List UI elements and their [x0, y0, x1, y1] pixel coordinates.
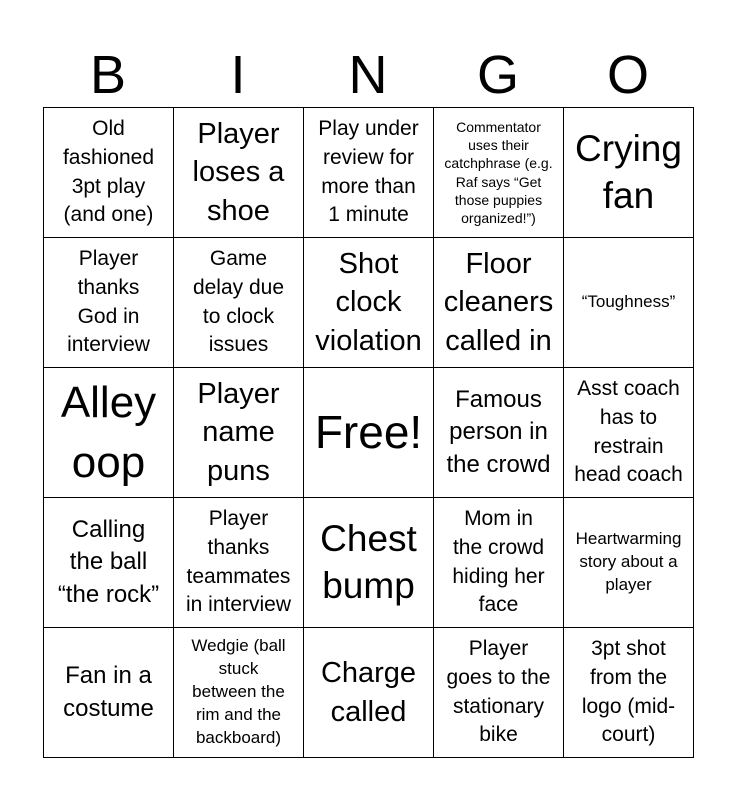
- bingo-cell-r3c1[interactable]: [44, 368, 174, 498]
- cell-text: Famous person in the crowd: [446, 385, 551, 478]
- bingo-cell-r4c3[interactable]: [304, 498, 434, 628]
- cell-text: Charge called: [320, 656, 417, 728]
- cell-text: Old fashioned 3pt play (and one): [62, 116, 155, 227]
- header-letter-b: B: [89, 45, 127, 105]
- bingo-cell-r5c2[interactable]: [174, 628, 304, 758]
- bingo-cell-r2c3[interactable]: [304, 238, 434, 368]
- cell-text: Player goes to the stationary bike: [446, 636, 551, 747]
- bingo-cell-r4c4[interactable]: [434, 498, 564, 628]
- bingo-header: [43, 44, 693, 106]
- cell-text: Mom in the crowd hiding her face: [452, 506, 545, 617]
- header-letter-o: O: [606, 45, 649, 105]
- bingo-cell-r3c4[interactable]: [434, 368, 564, 498]
- cell-text: Play under review for more than 1 minute: [318, 116, 419, 227]
- bingo-cell-r2c4[interactable]: [434, 238, 564, 368]
- cell-text: Game delay due to clock issues: [192, 246, 285, 357]
- bingo-cell-r2c1[interactable]: [44, 238, 174, 368]
- cell-text: Chest bump: [320, 518, 417, 606]
- bingo-cell-r2c5[interactable]: [564, 238, 694, 368]
- header-letter-g: G: [476, 45, 519, 105]
- bingo-cell-r4c1[interactable]: [44, 498, 174, 628]
- bingo-cell-r1c1[interactable]: [44, 108, 174, 238]
- bingo-cell-r3c2[interactable]: [174, 368, 304, 498]
- bingo-cell-r1c4[interactable]: [434, 108, 564, 238]
- cell-text: Heartwarming story about a player: [575, 529, 682, 594]
- header-letter-n: N: [348, 45, 388, 105]
- bingo-cell-r1c3[interactable]: [304, 108, 434, 238]
- cell-text: “Toughness”: [581, 292, 676, 312]
- cell-text: Floor cleaners called in: [443, 247, 554, 357]
- cell-text: Wedgie (ball stuck between the rim and the backboard): [191, 636, 286, 747]
- bingo-cell-r3c5[interactable]: [564, 368, 694, 498]
- bingo-cell-r4c5[interactable]: [564, 498, 694, 628]
- cell-text: Player thanks God in interview: [67, 246, 150, 357]
- cell-text: Player thanks teammates in interview: [185, 506, 292, 617]
- cell-text: Shot clock violation: [315, 247, 422, 357]
- bingo-cell-r5c1[interactable]: [44, 628, 174, 758]
- cell-text: 3pt shot from the logo (mid- court): [581, 636, 676, 747]
- cell-text: Fan in a costume: [63, 662, 154, 722]
- bingo-cell-r1c2[interactable]: [174, 108, 304, 238]
- bingo-cell-r5c3[interactable]: [304, 628, 434, 758]
- free-space-text: Free!: [314, 405, 423, 458]
- cell-text: Asst coach has to restrain head coach: [574, 376, 683, 487]
- bingo-board: [43, 107, 694, 758]
- cell-text: Crying fan: [575, 128, 682, 216]
- bingo-cell-r1c5[interactable]: [564, 108, 694, 238]
- bingo-cell-r2c2[interactable]: [174, 238, 304, 368]
- bingo-cell-r5c4[interactable]: [434, 628, 564, 758]
- header-letter-i: I: [230, 45, 246, 105]
- cell-text: Calling the ball “the rock”: [57, 515, 160, 608]
- cell-text: Player loses a shoe: [192, 117, 285, 227]
- bingo-cell-r4c2[interactable]: [174, 498, 304, 628]
- cell-text: Alley oop: [60, 378, 157, 487]
- bingo-cell-r5c5[interactable]: [564, 628, 694, 758]
- bingo-cell-free-space[interactable]: [304, 368, 434, 498]
- cell-text: Player name puns: [197, 377, 280, 487]
- cell-text: Commentator uses their catchphrase (e.g. Raf says “Get those puppies organized!”): [444, 118, 553, 226]
